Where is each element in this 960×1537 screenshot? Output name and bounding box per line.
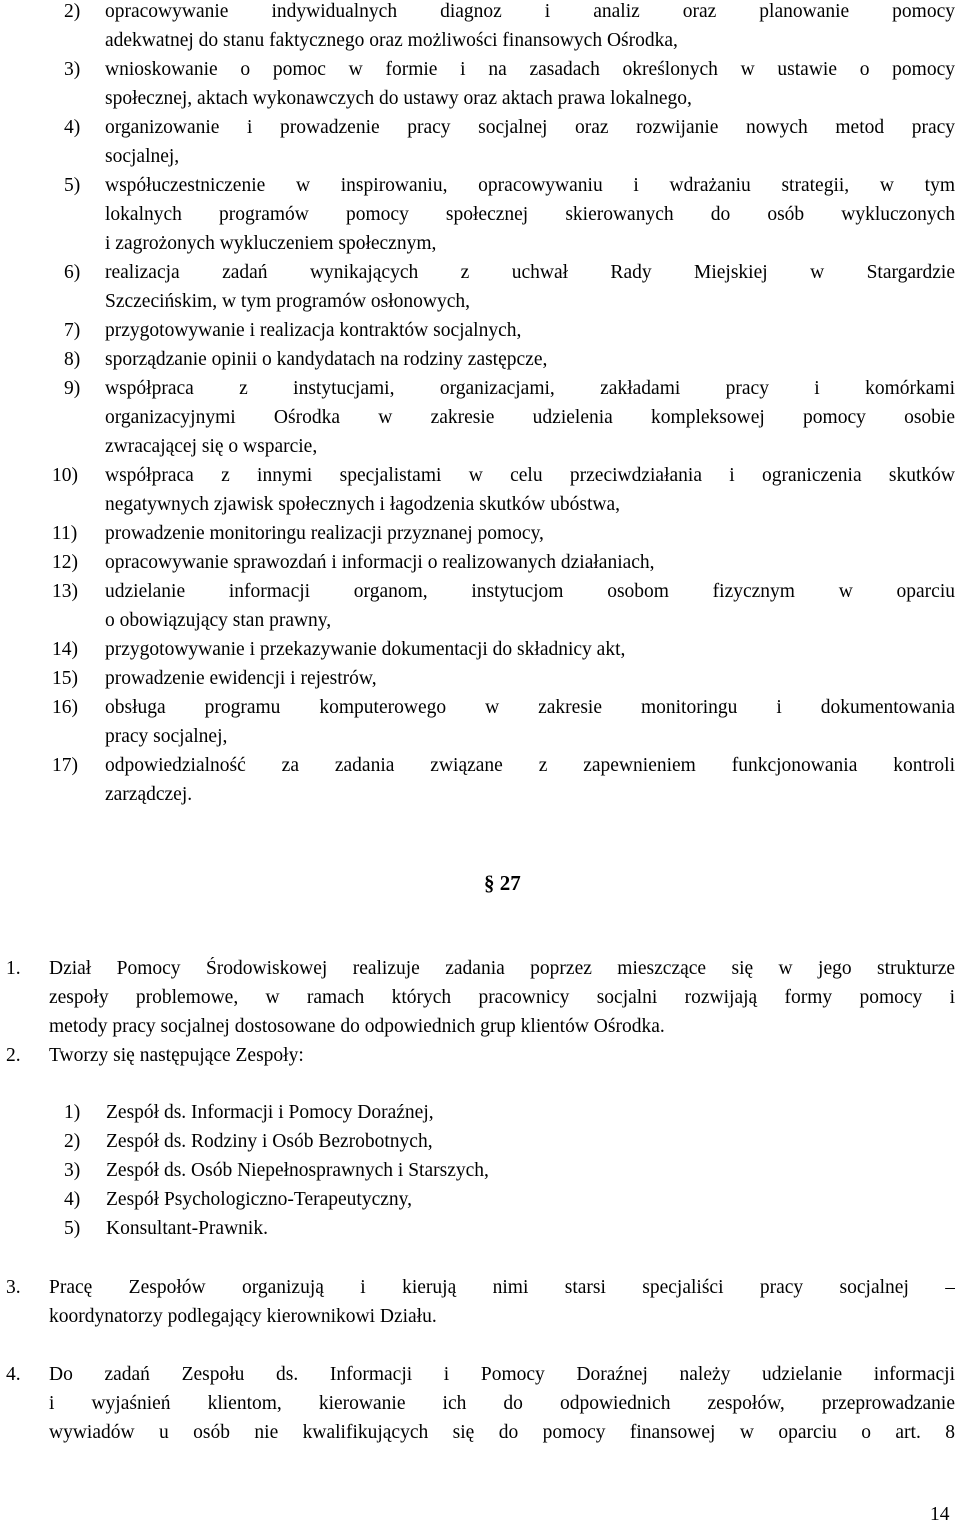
list-item-number: 4) bbox=[64, 117, 81, 138]
list-item-line: opracowywanie indywidualnych diagnoz i analiz oraz planowanie pomocy bbox=[105, 1, 955, 22]
list-item-line: współpraca z instytucjami, organizacjami, zakładami pracy i komórkami bbox=[105, 378, 955, 399]
paragraph-line: zespoły problemowe, w ramach których pracownicy socjalni rozwijają formy pomocy i bbox=[49, 987, 955, 1008]
list-item-line: wnioskowanie o pomoc w formie i na zasadach określonych w ustawie o pomocy bbox=[105, 59, 955, 80]
list-item-line: o obowiązujący stan prawny, bbox=[105, 610, 332, 631]
list-item-line: realizacja zadań wynikających z uchwał Rady Miejskiej w Stargardzie bbox=[105, 262, 955, 283]
paragraph-line: wywiadów u osób nie kwalifikujących się do pomocy finansowej w oparciu o art. 8 bbox=[49, 1422, 955, 1443]
list-item-line: prowadzenie ewidencji i rejestrów, bbox=[105, 668, 377, 689]
list-item-number: 14) bbox=[52, 639, 78, 660]
list-item-line: współpraca z innymi specjalistami w celu przeciwdziałania i ograniczenia skutków bbox=[105, 465, 955, 486]
list-item-line: opracowywanie sprawozdań i informacji o realizowanych działaniach, bbox=[105, 552, 655, 573]
list-item-line: organizowanie i prowadzenie pracy socjalnej oraz rozwijanie nowych metod pracy bbox=[105, 117, 955, 138]
team-label: Konsultant-Prawnik. bbox=[106, 1218, 268, 1239]
list-item-number: 5) bbox=[64, 175, 81, 196]
team-number: 3) bbox=[64, 1160, 81, 1181]
list-item-line: organizacyjnymi Ośrodka w zakresie udzielenia kompleksowej pomocy osobie bbox=[105, 407, 955, 428]
list-item-number: 6) bbox=[64, 262, 81, 283]
list-item-line: i zagrożonych wykluczeniem społecznym, bbox=[105, 233, 437, 254]
team-label: Zespół ds. Informacji i Pomocy Doraźnej, bbox=[106, 1102, 434, 1123]
list-item-line: współuczestniczenie w inspirowaniu, opracowywaniu i wdrażaniu strategii, w tym bbox=[105, 175, 955, 196]
list-item-line: obsługa programu komputerowego w zakresie monitoringu i dokumentowania bbox=[105, 697, 955, 718]
list-item-line: adekwatnej do stanu faktycznego oraz możliwości finansowych Ośrodka, bbox=[105, 30, 678, 51]
list-item-line: negatywnych zjawisk społecznych i łagodzenia skutków ubóstwa, bbox=[105, 494, 620, 515]
list-item-line: przygotowywanie i przekazywanie dokumentacji do składnicy akt, bbox=[105, 639, 626, 660]
list-item-number: 17) bbox=[52, 755, 78, 776]
list-item-number: 8) bbox=[64, 349, 81, 370]
list-item-line: odpowiedzialność za zadania związane z zapewnieniem funkcjonowania kontroli bbox=[105, 755, 955, 776]
team-label: Zespół ds. Rodziny i Osób Bezrobotnych, bbox=[106, 1131, 433, 1152]
list-item-line: lokalnych programów pomocy społecznej skierowanych do osób wykluczonych bbox=[105, 204, 955, 225]
list-item-number: 7) bbox=[64, 320, 81, 341]
team-number: 2) bbox=[64, 1131, 81, 1152]
list-item-number: 10) bbox=[52, 465, 78, 486]
list-item-line: prowadzenie monitoringu realizacji przyznanej pomocy, bbox=[105, 523, 544, 544]
list-item-line: społecznej, aktach wykonawczych do ustawy oraz aktach prawa lokalnego, bbox=[105, 88, 692, 109]
team-label: Zespół ds. Osób Niepełnosprawnych i Starszych, bbox=[106, 1160, 489, 1181]
team-number: 4) bbox=[64, 1189, 81, 1210]
paragraph-line: Dział Pomocy Środowiskowej realizuje zadania poprzez mieszczące się w jego strukturze bbox=[49, 958, 955, 979]
team-number: 1) bbox=[64, 1102, 81, 1123]
list-item-line: przygotowywanie i realizacja kontraktów socjalnych, bbox=[105, 320, 522, 341]
paragraph-line: Tworzy się następujące Zespoły: bbox=[49, 1045, 304, 1066]
list-item-line: sporządzanie opinii o kandydatach na rodziny zastępcze, bbox=[105, 349, 548, 370]
list-item-line: zwracającej się o wsparcie, bbox=[105, 436, 318, 457]
list-item-number: 16) bbox=[52, 697, 78, 718]
list-item-line: Szczecińskim, w tym programów osłonowych, bbox=[105, 291, 471, 312]
paragraph-line: metody pracy socjalnej dostosowane do odpowiednich grup klientów Ośrodka. bbox=[49, 1016, 665, 1037]
page-number: 14 bbox=[930, 1504, 950, 1525]
list-item-number: 12) bbox=[52, 552, 78, 573]
paragraph-number: 1. bbox=[6, 958, 21, 979]
list-item-line: pracy socjalnej, bbox=[105, 726, 228, 747]
list-item-line: socjalnej, bbox=[105, 146, 180, 167]
list-item-number: 13) bbox=[52, 581, 78, 602]
section-heading: § 27 bbox=[484, 871, 521, 895]
paragraph-line: Do zadań Zespołu ds. Informacji i Pomocy Doraźnej należy udzielanie informacji bbox=[49, 1364, 955, 1385]
paragraph-line: i wyjaśnień klientom, kierowanie ich do odpowiednich zespołów, przeprowadzanie bbox=[49, 1393, 955, 1414]
paragraph-number: 2. bbox=[6, 1045, 21, 1066]
list-item-number: 15) bbox=[52, 668, 78, 689]
list-item-line: udzielanie informacji organom, instytucjom osobom fizycznym w oparciu bbox=[105, 581, 955, 602]
team-number: 5) bbox=[64, 1218, 81, 1239]
team-label: Zespół Psychologiczno-Terapeutyczny, bbox=[106, 1189, 413, 1210]
paragraph-line: koordynatorzy podlegający kierownikowi Działu. bbox=[49, 1306, 437, 1327]
paragraph-number: 3. bbox=[6, 1277, 21, 1298]
list-item-number: 9) bbox=[64, 378, 81, 399]
list-item-number: 3) bbox=[64, 59, 81, 80]
list-item-number: 11) bbox=[52, 523, 78, 544]
list-item-number: 2) bbox=[64, 1, 81, 22]
paragraph-line: Pracę Zespołów organizują i kierują nimi starsi specjaliści pracy socjalnej – bbox=[49, 1277, 955, 1298]
list-item-line: zarządczej. bbox=[105, 784, 193, 805]
paragraph-number: 4. bbox=[6, 1364, 21, 1385]
